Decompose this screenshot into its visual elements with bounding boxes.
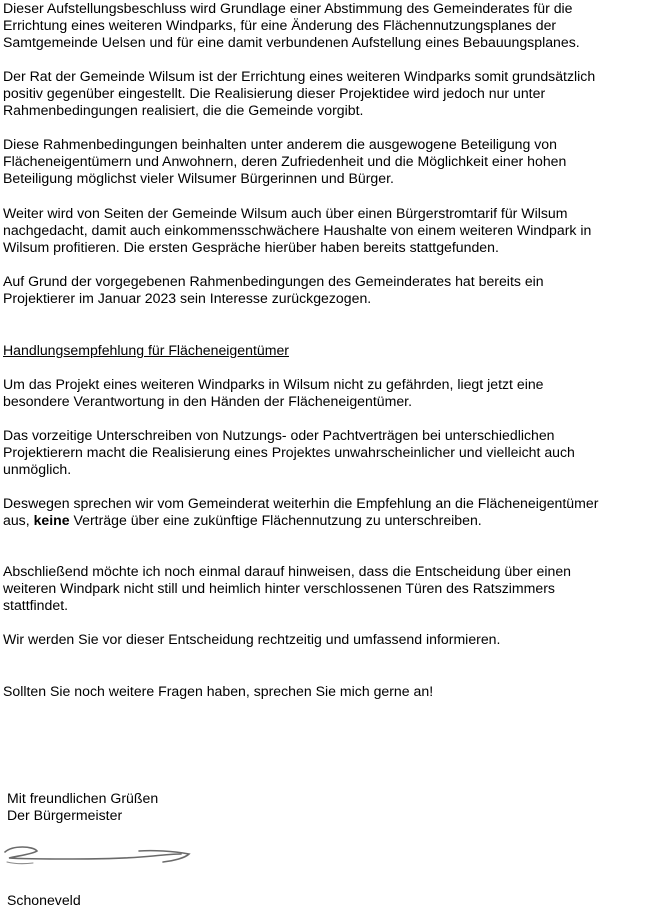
text-line: Flächeneigentümern und Anwohnern, deren Zufriedenheit und die Möglichkeit einer hohen — [3, 153, 567, 169]
closing-role: Der Bürgermeister — [7, 807, 123, 823]
text-line: unmöglich. — [3, 461, 72, 477]
text-line: Sollten Sie noch weitere Fragen haben, sprechen Sie mich gerne an! — [3, 683, 434, 699]
text-line: Wir werden Sie vor dieser Entscheidung rechtzeitig und umfassend informieren. — [3, 631, 501, 647]
text-line: Auf Grund der vorgegebenen Rahmenbedingungen des Gemeinderates hat bereits ein — [3, 273, 544, 289]
text-fragment: aus, — [3, 512, 34, 528]
paragraph-informieren — [3, 631, 648, 648]
text-line: Abschließend möchte ich noch einmal darauf hinweisen, dass die Entscheidung über einen — [3, 563, 572, 579]
text-line: Um das Projekt eines weiteren Windparks in Wilsum nicht zu gefährden, liegt jetzt eine — [3, 376, 544, 392]
signature-image — [3, 842, 198, 870]
paragraph-fragen — [3, 683, 648, 700]
text-line: Dieser Aufstellungsbeschluss wird Grundlage einer Abstimmung des Gemeinderates für die — [3, 0, 573, 16]
text-line: weiteren Windpark nicht still und heimlich hinter verschlossenen Türen des Ratszimmers — [3, 580, 555, 596]
text-line: Weiter wird von Seiten der Gemeinde Wilsum auch über einen Bürgerstromtarif für Wilsum — [3, 205, 568, 221]
text-fragment: Verträge über eine zukünftige Flächennutzung zu unterschreiben. — [69, 512, 482, 528]
text-line: Diese Rahmenbedingungen beinhalten unter anderem die ausgewogene Beteiligung von — [3, 136, 557, 152]
emphasis-keine: keine — [33, 512, 70, 528]
paragraph-projektierer — [3, 273, 648, 307]
paragraph-verantwortung — [3, 376, 648, 410]
text-line: Samtgemeinde Uelsen und für eine damit verbundenen Aufstellung eines Bebauungsplanes. — [3, 34, 580, 50]
paragraph-abschliessend — [3, 563, 648, 614]
text-line: Projektierer im Januar 2023 sein Interesse zurückgezogen. — [3, 290, 372, 306]
text-line: Das vorzeitige Unterschreiben von Nutzungs- oder Pachtverträgen bei unterschiedlichen — [3, 427, 555, 443]
text-line: Projektierern macht die Realisierung eines Projektes unwahrscheinlicher und vielleicht auch — [3, 444, 575, 460]
text-line: Deswegen sprechen wir vom Gemeinderat weiterhin die Empfehlung an die Flächeneigentümer — [3, 495, 599, 511]
text-line: nachgedacht, damit auch einkommensschwächere Haushalte von einem weiteren Windpark in — [3, 222, 592, 238]
paragraph-rat-der-gemeinde — [3, 68, 648, 119]
paragraph-empfehlung — [3, 495, 648, 529]
text-line: Wilsum profitieren. Die ersten Gespräche hierüber haben bereits stattgefunden. — [3, 239, 499, 255]
paragraph-vorzeitiges-unterschreiben — [3, 427, 648, 478]
text-line: Rahmenbedingungen realisiert, die die Gemeinde vorgibt. — [3, 102, 364, 118]
paragraph-aufstellungsbeschluss — [3, 0, 648, 51]
text-line: Beteiligung möglichst vieler Wilsumer Bürgerinnen und Bürger. — [3, 170, 394, 186]
text-line: Errichtung eines weiteren Windparks, für eine Änderung des Flächennutzungsplanes der — [3, 17, 557, 33]
text-line: positiv gegenüber eingestellt. Die Realisierung dieser Projektidee wird jedoch nur unter — [3, 85, 546, 101]
text-line — [3, 512, 648, 529]
text-line: Der Rat der Gemeinde Wilsum ist der Errichtung eines weiteren Windparks somit grundsätzlich — [3, 68, 596, 84]
text-line: besondere Verantwortung in den Händen der Flächeneigentümer. — [3, 393, 413, 409]
closing-greeting: Mit freundlichen Grüßen — [7, 790, 159, 806]
text-line: stattfindet. — [3, 597, 69, 613]
paragraph-buergerstromtarif — [3, 205, 648, 256]
section-heading: Handlungsempfehlung für Flächeneigentümer — [3, 342, 289, 358]
signatory-name: Schoneveld — [7, 892, 81, 908]
paragraph-rahmenbedingungen — [3, 136, 648, 187]
